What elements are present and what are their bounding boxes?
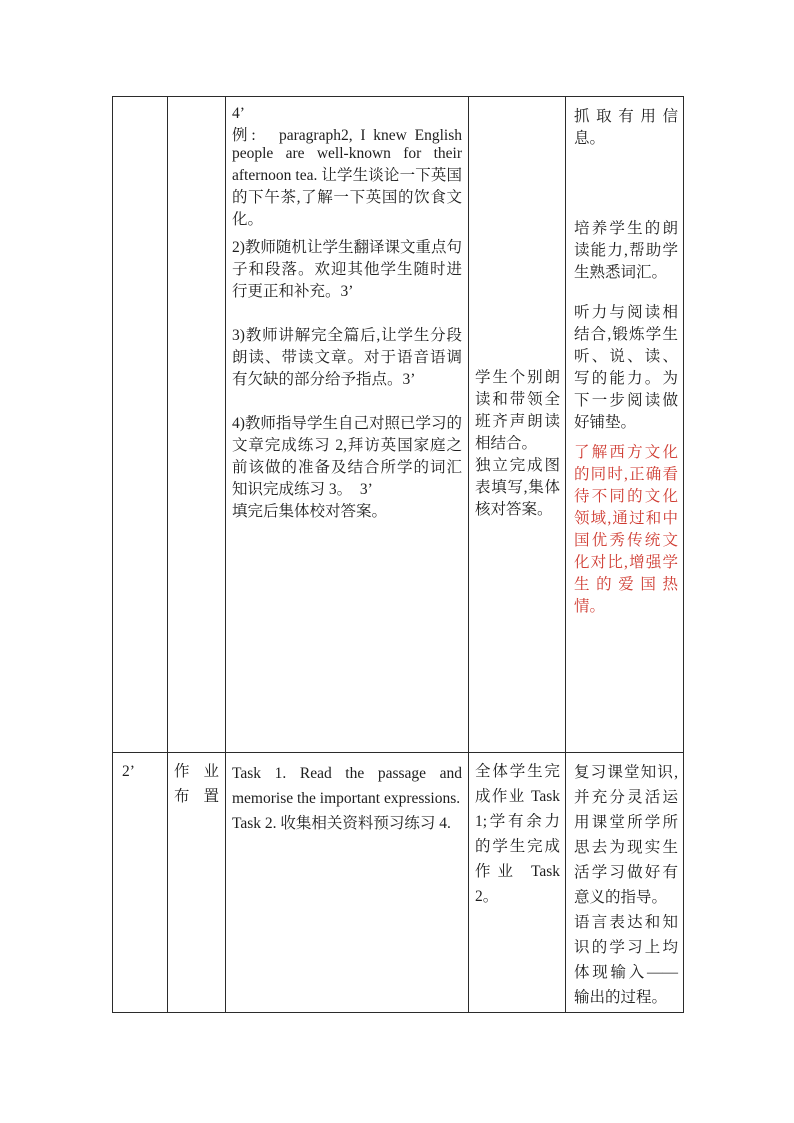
design-intent-paragraph: 复习课堂知识,并充分灵活运用课堂所学所思去为现实生活学习做好有意义的指导。 (574, 764, 678, 906)
cell-time-row2 (113, 753, 168, 1012)
teacher-activity-paragraph: 例: paragraph2, I knew English people are well-known for their afternoon tea. 让学生谈论一下英国的下午茶,了解一下英国的饮食文化。 (232, 127, 462, 228)
cell-design-intent-row2 (566, 753, 683, 1012)
stage-value-line: 布 置 (174, 788, 219, 805)
design-intent-paragraph: 语言表达和知识的学习上均体现输入——输出的过程。 (574, 914, 678, 1006)
cell-teacher-activity-row2 (226, 753, 469, 1012)
teacher-activity-paragraph: 4’ (232, 105, 245, 122)
student-activity-paragraph: 独立完成图表填写,集体核对答案。 (475, 457, 560, 518)
cell-stage-row2 (168, 753, 226, 1012)
cell-student-activity-row1 (469, 97, 566, 753)
design-intent-paragraph: 听力与阅读相结合,锻炼学生听、说、读、写的能力。为下一步阅读做好铺垫。 (574, 304, 678, 431)
teacher-activity-paragraph: Task 2. 收集相关资料预习练习 4. (232, 815, 451, 832)
lesson-plan-table (112, 96, 684, 1013)
cell-student-activity-row2 (469, 753, 566, 1012)
teacher-activity-paragraph: 填完后集体校对答案。 (232, 503, 388, 520)
stage-value-line: 作 业 (174, 763, 219, 780)
student-activity-paragraph: 学生个别朗读和带领全班齐声朗读相结合。 (475, 369, 560, 452)
design-intent-paragraph: 抓取有用信息。 (574, 108, 678, 147)
cell-time-row1 (113, 97, 168, 753)
cell-design-intent-row1 (566, 97, 683, 753)
time-value: 2’ (122, 763, 135, 780)
teacher-activity-paragraph: 3)教师讲解完全篇后,让学生分段朗读、带读文章。对于语音语调有欠缺的部分给予指点。3’ (232, 327, 462, 388)
cell-stage-row1 (168, 97, 226, 753)
teacher-activity-paragraph: 2)教师随机让学生翻译课文重点句子和段落。欢迎其他学生随时进行更正和补充。3’ (232, 239, 462, 300)
design-intent-red-note: 了解西方文化的同时,正确看待不同的文化领域,通过和中国优秀传统文化对比,增强学生的爱国热情。 (574, 444, 678, 615)
design-intent-paragraph: 培养学生的朗读能力,帮助学生熟悉词汇。 (574, 220, 678, 281)
teacher-activity-paragraph: Task 1. Read the passage and memorise the important expressions. (232, 765, 462, 807)
teacher-activity-paragraph: 4)教师指导学生自己对照已学习的文章完成练习 2,拜访英国家庭之前该做的准备及结合所学的词汇知识完成练习 3。 3’ (232, 415, 462, 498)
cell-teacher-activity-row1 (226, 97, 469, 753)
student-activity-paragraph: 全体学生完成作业 Task 1;学有余力的学生完成作业 Task 2。 (475, 763, 560, 905)
